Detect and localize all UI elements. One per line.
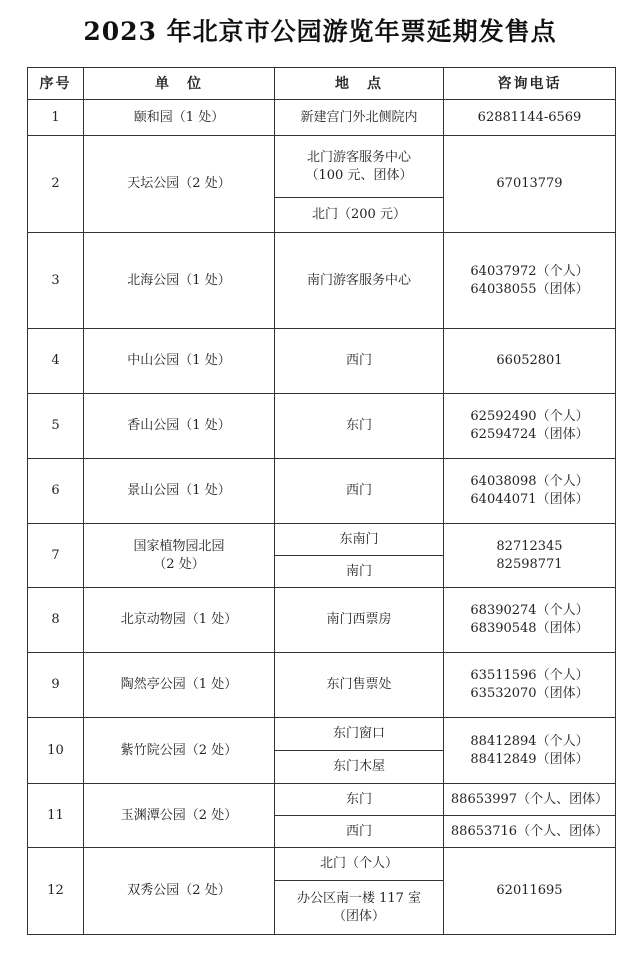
phone-number: 64038055（团体）: [470, 281, 589, 297]
table-row: [28, 784, 616, 816]
phone-number: 64037972（个人）: [470, 263, 589, 279]
row-number: 11: [28, 784, 84, 848]
page-title: 2023 年北京市公园游览年票延期发售点: [83, 17, 557, 46]
park-name: 颐和园（1 处）: [84, 100, 275, 136]
sales-location: 东门窗口: [275, 718, 444, 751]
phone-cell: [444, 718, 616, 784]
phone-number: 62881144-6569: [477, 109, 582, 125]
sales-location: 西门: [275, 816, 444, 848]
phone-number: 63532070（团体）: [470, 686, 589, 701]
phone-cell: [444, 784, 616, 816]
row-number: 10: [28, 718, 84, 784]
sales-location: 东门售票处: [275, 653, 444, 718]
phone-number: 82712345: [496, 538, 563, 554]
row-number: 1: [28, 100, 84, 136]
phone-number: 88653716（个人、团体）: [450, 823, 609, 839]
table-row: [28, 233, 616, 329]
phone-number: 66052801: [496, 353, 563, 368]
table-row: [28, 394, 616, 459]
phone-number: 63511596（个人）: [470, 668, 589, 683]
park-name: 北海公园（1 处）: [84, 233, 275, 329]
park-name: 玉渊潭公园（2 处）: [84, 784, 275, 848]
phone-cell: [444, 100, 616, 136]
phone-cell: [444, 524, 616, 588]
sales-location: 东门木屋: [275, 751, 444, 784]
table-row: [28, 718, 616, 751]
phone-cell: [444, 233, 616, 329]
table-row: [28, 524, 616, 556]
header-place: 地 点: [275, 68, 444, 100]
phone-number: 62011695: [496, 883, 563, 898]
row-number: 3: [28, 233, 84, 329]
sales-location: 办公区南一楼 117 室 （团体）: [275, 881, 444, 935]
row-number: 7: [28, 524, 84, 588]
phone-number: 88412849（团体）: [470, 751, 589, 767]
sales-location: 东门: [275, 784, 444, 816]
table-row: [28, 136, 616, 198]
phone-cell: [444, 653, 616, 718]
header-row: [28, 68, 616, 100]
table-row: [28, 848, 616, 881]
row-number: 6: [28, 459, 84, 524]
phone-cell: [444, 394, 616, 459]
row-number: 2: [28, 136, 84, 233]
phone-cell: [444, 459, 616, 524]
row-number: 4: [28, 329, 84, 394]
sales-location: 南门: [275, 556, 444, 588]
park-name: 北京动物园（1 处）: [84, 588, 275, 653]
phone-number: 64044071（团体）: [470, 492, 589, 507]
park-name: 紫竹院公园（2 处）: [84, 718, 275, 784]
park-name: 香山公园（1 处）: [84, 394, 275, 459]
phone-cell: [444, 588, 616, 653]
row-number: 9: [28, 653, 84, 718]
header-unit: 单 位: [84, 68, 275, 100]
row-number: 12: [28, 848, 84, 935]
sales-location: 西门: [275, 459, 444, 524]
park-name: 景山公园（1 处）: [84, 459, 275, 524]
sales-location: 东门: [275, 394, 444, 459]
sales-location: 南门西票房: [275, 588, 444, 653]
table-row: [28, 329, 616, 394]
sales-location: 北门游客服务中心 （100 元、团体）: [275, 136, 444, 198]
sales-location: 北门（200 元）: [275, 198, 444, 233]
phone-number: 62592490（个人）: [470, 409, 589, 424]
park-name: 中山公园（1 处）: [84, 329, 275, 394]
sales-location: 新建宫门外北侧院内: [275, 100, 444, 136]
table-row: [28, 653, 616, 718]
sales-location: 东南门: [275, 524, 444, 556]
park-name: 双秀公园（2 处）: [84, 848, 275, 935]
sales-location: 南门游客服务中心: [275, 233, 444, 329]
table-row: [28, 588, 616, 653]
header-no: 序号: [28, 68, 84, 100]
phone-number: 62594724（团体）: [470, 427, 589, 442]
row-number: 5: [28, 394, 84, 459]
phone-cell: [444, 329, 616, 394]
phone-number: 67013779: [496, 176, 563, 191]
phone-number: 88412894（个人）: [470, 733, 589, 749]
phone-number: 68390548（团体）: [470, 621, 589, 636]
table-row: [28, 459, 616, 524]
header-phone: 咨询电话: [444, 68, 616, 100]
ticket-sales-table: [27, 67, 616, 935]
phone-number: 88653997（个人、团体）: [450, 791, 609, 807]
sales-location: 北门（个人）: [275, 848, 444, 881]
table-row: [28, 100, 616, 136]
phone-cell: [444, 136, 616, 233]
phone-cell: [444, 848, 616, 935]
park-name: 天坛公园（2 处）: [84, 136, 275, 233]
row-number: 8: [28, 588, 84, 653]
phone-number: 68390274（个人）: [470, 603, 589, 618]
park-name: 国家植物园北园 （2 处）: [84, 524, 275, 588]
phone-number: 64038098（个人）: [470, 474, 589, 489]
phone-cell: [444, 816, 616, 848]
phone-number: 82598771: [496, 556, 563, 572]
sales-location: 西门: [275, 329, 444, 394]
park-name: 陶然亭公园（1 处）: [84, 653, 275, 718]
